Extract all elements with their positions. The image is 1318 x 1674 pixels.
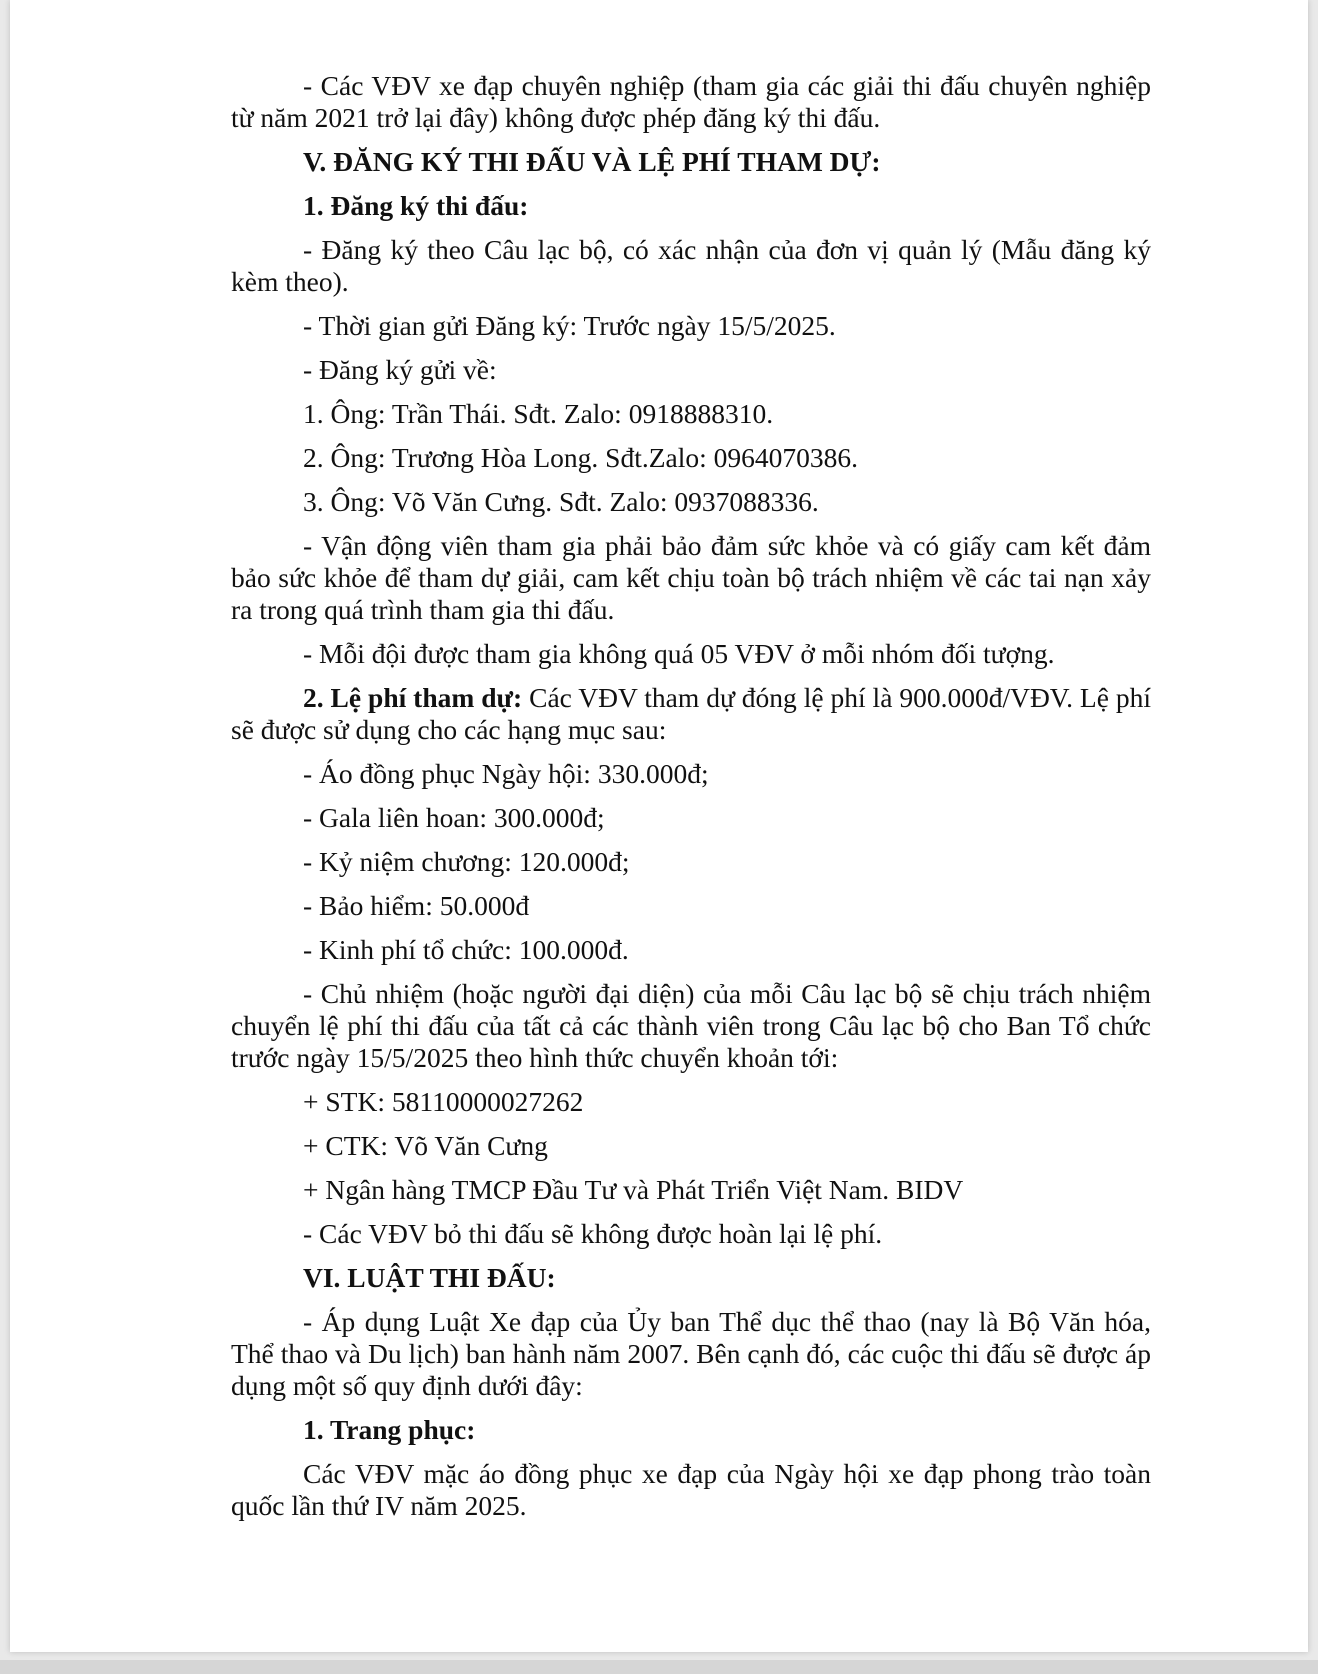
section-heading-v: V. ĐĂNG KÝ THI ĐẤU VÀ LỆ PHÍ THAM DỰ: — [303, 146, 881, 177]
bank-account-number: + STK: 58110000027262 — [303, 1086, 584, 1117]
paragraph-registration-deadline: - Thời gian gửi Đăng ký: Trước ngày 15/5/2025. — [303, 310, 836, 341]
contact-item-1: 1. Ông: Trần Thái. Sđt. Zalo: 0918888310. — [303, 398, 774, 429]
fee-text: Các VĐV tham dự đóng lệ phí là 900.000đ/VĐV. Lệ phí sẽ được sử dụng cho các hạng mục sau: — [231, 682, 1151, 745]
subheading-registration: 1. Đăng ký thi đấu: — [303, 190, 529, 221]
subheading-uniform: 1. Trang phục: — [303, 1414, 476, 1445]
paragraph-team-limit: - Mỗi đội được tham gia không quá 05 VĐV ở mỗi nhóm đối tượng. — [303, 638, 1055, 669]
document-page — [10, 0, 1308, 1652]
fee-item-medal: - Kỷ niệm chương: 120.000đ; — [303, 846, 630, 877]
bank-name: + Ngân hàng TMCP Đầu Tư và Phát Triển Việt Nam. BIDV — [303, 1174, 964, 1205]
bank-account-holder: + CTK: Võ Văn Cưng — [303, 1130, 548, 1161]
paragraph-registration-send-to: - Đăng ký gửi về: — [303, 354, 497, 385]
contact-item-2: 2. Ông: Trương Hòa Long. Sđt.Zalo: 0964070386. — [303, 442, 859, 473]
contact-item-3: 3. Ông: Võ Văn Cưng. Sđt. Zalo: 0937088336. — [303, 486, 819, 517]
paragraph-health-commitment: - Vận động viên tham gia phải bảo đảm sức khỏe và có giấy cam kết đảm bảo sức khỏe để tham dự giải, cam kết chịu toàn bộ trách nhiệm về các tai nạn xảy ra trong quá trình tham gia thi đấu. — [231, 530, 1151, 625]
paragraph-fee-transfer: - Chủ nhiệm (hoặc người đại diện) của mỗi Câu lạc bộ sẽ chịu trách nhiệm chuyển lệ phí thi đấu của tất cả các thành viên trong Câu lạc bộ cho Ban Tổ chức trước ngày 15/5/2025 theo hình thức chuyển khoản tới: — [231, 978, 1151, 1073]
fee-item-gala: - Gala liên hoan: 300.000đ; — [303, 802, 605, 833]
paragraph-professional-athletes: - Các VĐV xe đạp chuyên nghiệp (tham gia các giải thi đấu chuyên nghiệp từ năm 2021 trở lại đây) không được phép đăng ký thi đấu. — [231, 70, 1151, 133]
paragraph-fee — [231, 682, 1151, 746]
paragraph-registration-club: - Đăng ký theo Câu lạc bộ, có xác nhận của đơn vị quản lý (Mẫu đăng ký kèm theo). — [231, 234, 1151, 297]
fee-label: 2. Lệ phí tham dự: — [303, 682, 523, 713]
fee-item-insurance: - Bảo hiểm: 50.000đ — [303, 890, 530, 921]
document-body — [231, 70, 1151, 1534]
section-heading-vi: VI. LUẬT THI ĐẤU: — [303, 1262, 556, 1293]
paragraph-no-refund: - Các VĐV bỏ thi đấu sẽ không được hoàn lại lệ phí. — [303, 1218, 883, 1249]
fee-item-uniform: - Áo đồng phục Ngày hội: 330.000đ; — [303, 758, 709, 789]
fee-item-organization: - Kinh phí tổ chức: 100.000đ. — [303, 934, 629, 965]
paragraph-competition-rules: - Áp dụng Luật Xe đạp của Ủy ban Thể dục thể thao (nay là Bộ Văn hóa, Thể thao và Du lịch) ban hành năm 2007. Bên cạnh đó, các cuộc thi đấu sẽ được áp dụng một số quy định dưới đây: — [231, 1306, 1151, 1401]
page-gap — [0, 1660, 1318, 1674]
paragraph-uniform: Các VĐV mặc áo đồng phục xe đạp của Ngày hội xe đạp phong trào toàn quốc lần thứ IV năm 2025. — [231, 1458, 1151, 1521]
